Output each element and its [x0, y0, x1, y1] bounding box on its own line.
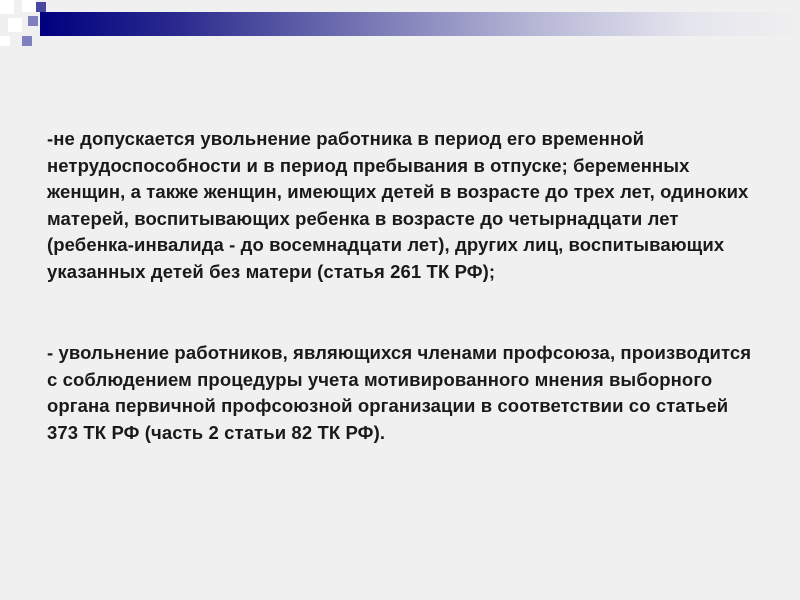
slide-header-decoration	[0, 0, 800, 50]
decor-square	[28, 16, 38, 26]
header-gradient-bar	[40, 12, 800, 36]
decor-square	[22, 0, 36, 12]
decor-square	[22, 36, 32, 46]
decor-square	[0, 0, 14, 14]
paragraph-dismissal-restrictions: -не допускается увольнение работника в период его временной нетрудоспособности и в период пребывания в отпуске; беременных женщин, а также женщин, имеющих детей в возрасте до трех лет, одиноких матерей, воспитывающих ребенка в возрасте до четырнадцати лет (ребенка-инвалида - до восемнадцати лет), других лиц, воспитывающих указанных детей без матери (статья 261 ТК РФ);	[47, 128, 749, 282]
decor-square	[36, 2, 46, 12]
paragraph-union-members-dismissal: - увольнение работников, являющихся членами профсоюза, производится с соблюдением процедуры учета мотивированного мнения выборного органа первичной профсоюзной организации в соответствии со статьей 373 ТК РФ (часть 2 статьи 82 ТК РФ).	[47, 342, 752, 443]
decor-square	[0, 36, 10, 46]
decor-square	[8, 18, 22, 32]
slide-body	[47, 126, 757, 446]
